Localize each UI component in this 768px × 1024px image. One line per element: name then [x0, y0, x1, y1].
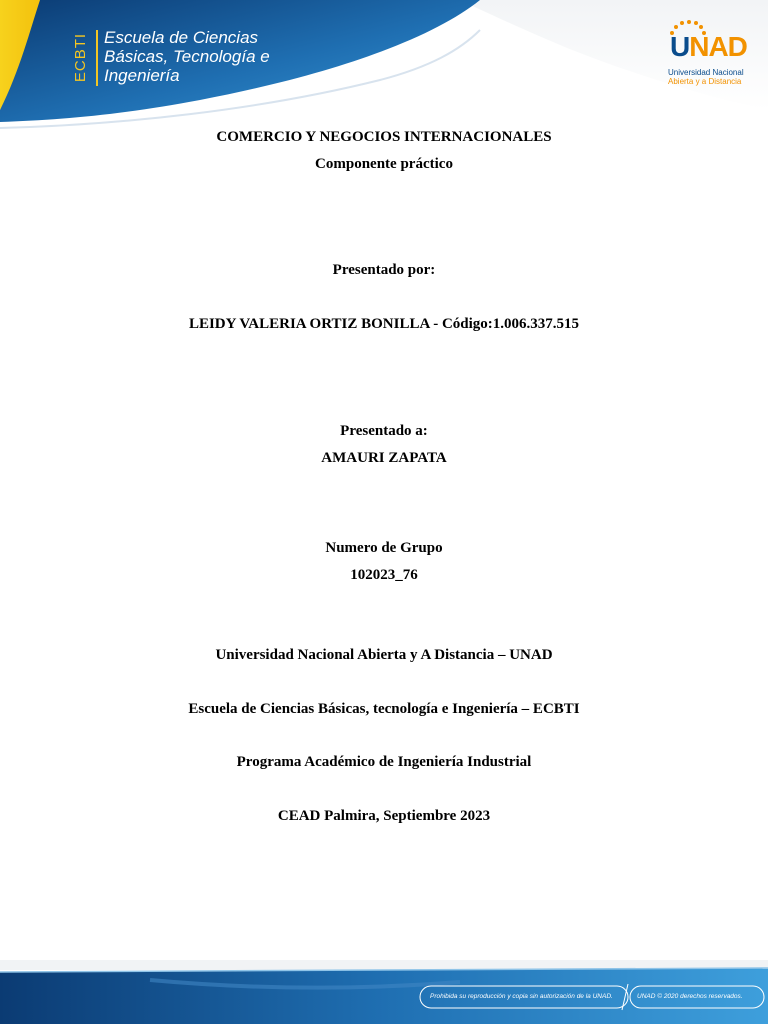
unad-wordmark-nad: NAD [689, 31, 747, 62]
ecbti-vertical-label: ECBTI [72, 32, 90, 82]
student-line: LEIDY VALERIA ORTIZ BONILLA - Código:1.006.337.515 [188, 316, 580, 332]
unad-wordmark [670, 32, 747, 62]
footer-rights-notice: UNAD © 2020 derechos reservados. [637, 993, 743, 1000]
place-and-date: CEAD Palmira, Septiembre 2023 [277, 808, 491, 824]
footer-copy-notice: Prohibida su reproducción y copia sin autorización de la UNAD. [430, 993, 613, 1000]
group-label: Numero de Grupo [325, 540, 443, 556]
school-name-line-3: Ingeniería [104, 66, 180, 85]
header-separator [96, 30, 98, 86]
academic-program: Programa Académico de Ingeniería Industrial [236, 754, 532, 770]
presented-to-label: Presentado a: [340, 423, 428, 439]
footer-banner [0, 960, 768, 1024]
university-name: Universidad Nacional Abierta y A Distancia – UNAD [215, 647, 553, 663]
school-full-name: Escuela de Ciencias Básicas, tecnología e Ingeniería – ECBTI [188, 701, 580, 717]
footer-banner-graphic [0, 960, 768, 1024]
unad-logo [664, 20, 754, 90]
group-number: 102023_76 [350, 567, 418, 583]
unad-logo-line-2: Abierta y a Distancia [668, 77, 742, 86]
unad-logo-line-1: Universidad Nacional [668, 68, 744, 77]
school-name [104, 28, 270, 85]
unad-wordmark-u: U [670, 31, 690, 62]
course-subtitle: Componente práctico [315, 156, 453, 172]
presented-by-label: Presentado por: [332, 262, 436, 278]
course-title: COMERCIO Y NEGOCIOS INTERNACIONALES [216, 129, 552, 145]
school-name-line-2: Básicas, Tecnología e [104, 47, 270, 66]
tutor-name: AMAURI ZAPATA [321, 450, 447, 466]
school-name-line-1: Escuela de Ciencias [104, 28, 259, 47]
